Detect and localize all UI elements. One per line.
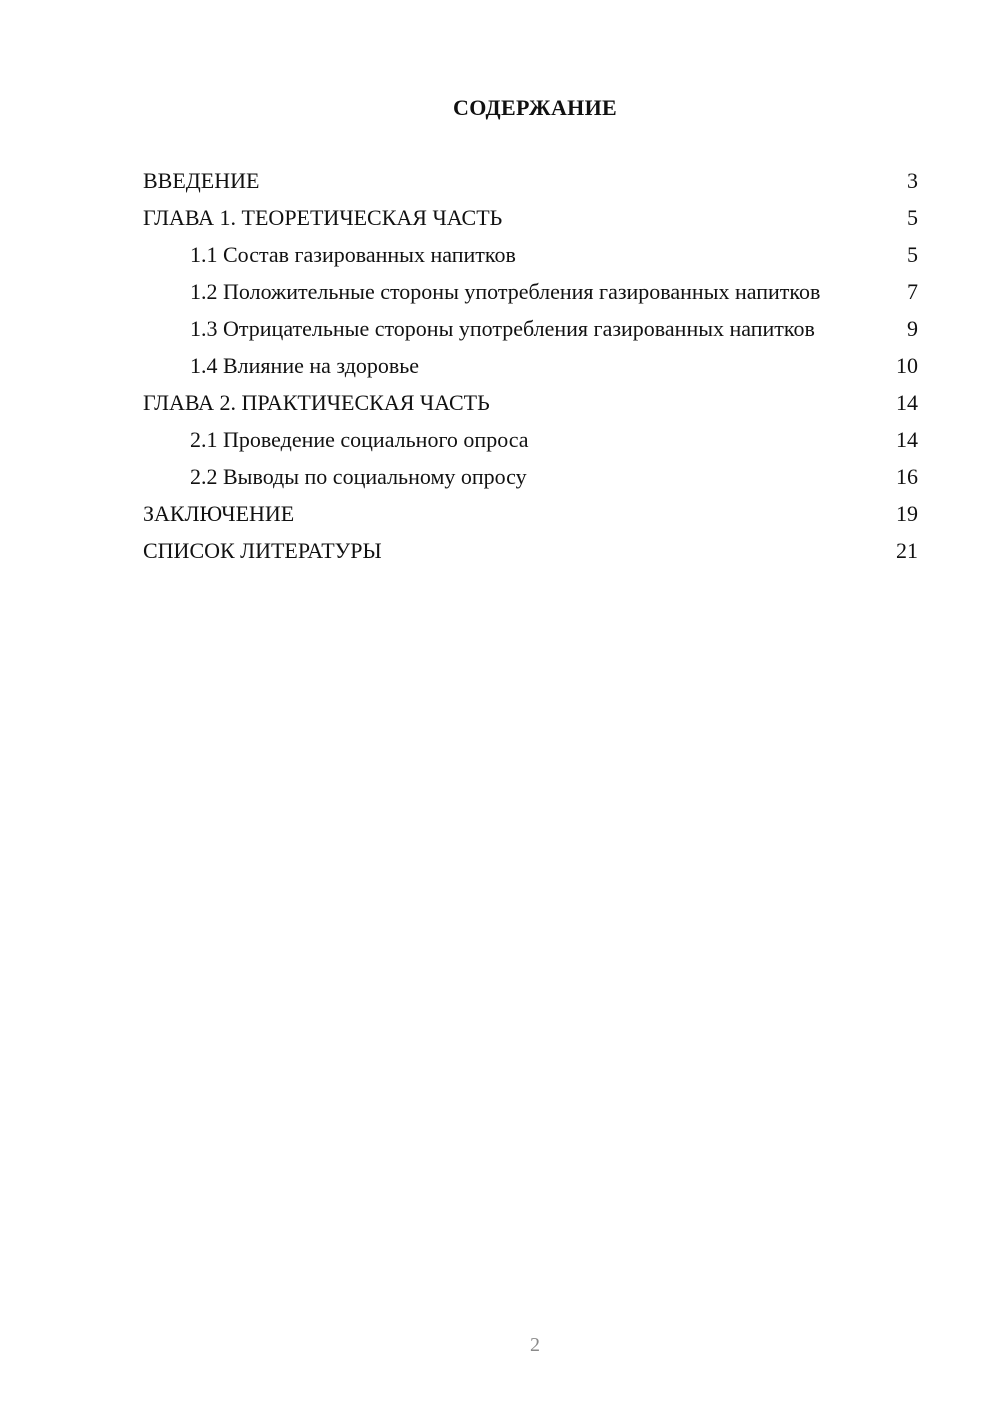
toc-entry-title: 2.2 Выводы по социальному опросу (190, 464, 527, 489)
toc-entry-page: 5 (907, 242, 918, 267)
toc-entry-title: ЗАКЛЮЧЕНИЕ (143, 501, 295, 526)
toc-entry-page: 14 (896, 427, 918, 452)
toc-entry (143, 242, 918, 268)
toc-entry-page: 19 (896, 501, 918, 526)
toc-entry-title: 1.1 Состав газированных напитков (190, 242, 516, 267)
toc-entry (143, 390, 918, 416)
toc-entry-title: ГЛАВА 2. ПРАКТИЧЕСКАЯ ЧАСТЬ (143, 390, 490, 415)
page-title: СОДЕРЖАНИЕ (453, 95, 617, 120)
page-number: 2 (530, 1334, 540, 1356)
toc-entry-page: 3 (907, 168, 918, 193)
toc-entry (143, 427, 918, 453)
toc-entry (143, 279, 918, 305)
toc-entry-page: 21 (896, 538, 918, 563)
toc-entry-page: 9 (907, 316, 918, 341)
toc-entry-page: 10 (896, 353, 918, 378)
toc-entry-title: 1.4 Влияние на здоровье (190, 353, 420, 378)
toc-entry (143, 353, 918, 379)
toc-entry (143, 168, 918, 194)
toc-entry-page: 16 (896, 464, 918, 489)
toc-entry-title: 2.1 Проведение социального опроса (190, 427, 529, 452)
toc-entry-title: ВВЕДЕНИЕ (143, 168, 260, 193)
toc-entry (143, 464, 918, 490)
toc-entry-page: 14 (896, 390, 918, 415)
toc-entry (143, 316, 918, 342)
toc-entry (143, 538, 918, 564)
toc-entry-title: 1.2 Положительные стороны употребления газированных напитков (190, 279, 821, 304)
toc-entry-title: ГЛАВА 1. ТЕОРЕТИЧЕСКАЯ ЧАСТЬ (143, 205, 503, 230)
toc-entry-title: СПИСОК ЛИТЕРАТУРЫ (143, 538, 382, 563)
table-of-contents (143, 168, 918, 575)
toc-entry (143, 205, 918, 231)
toc-entry-title: 1.3 Отрицательные стороны употребления газированных напитков (190, 316, 815, 341)
toc-entry (143, 501, 918, 527)
toc-entry-page: 5 (907, 205, 918, 230)
toc-entry-page: 7 (907, 279, 918, 304)
